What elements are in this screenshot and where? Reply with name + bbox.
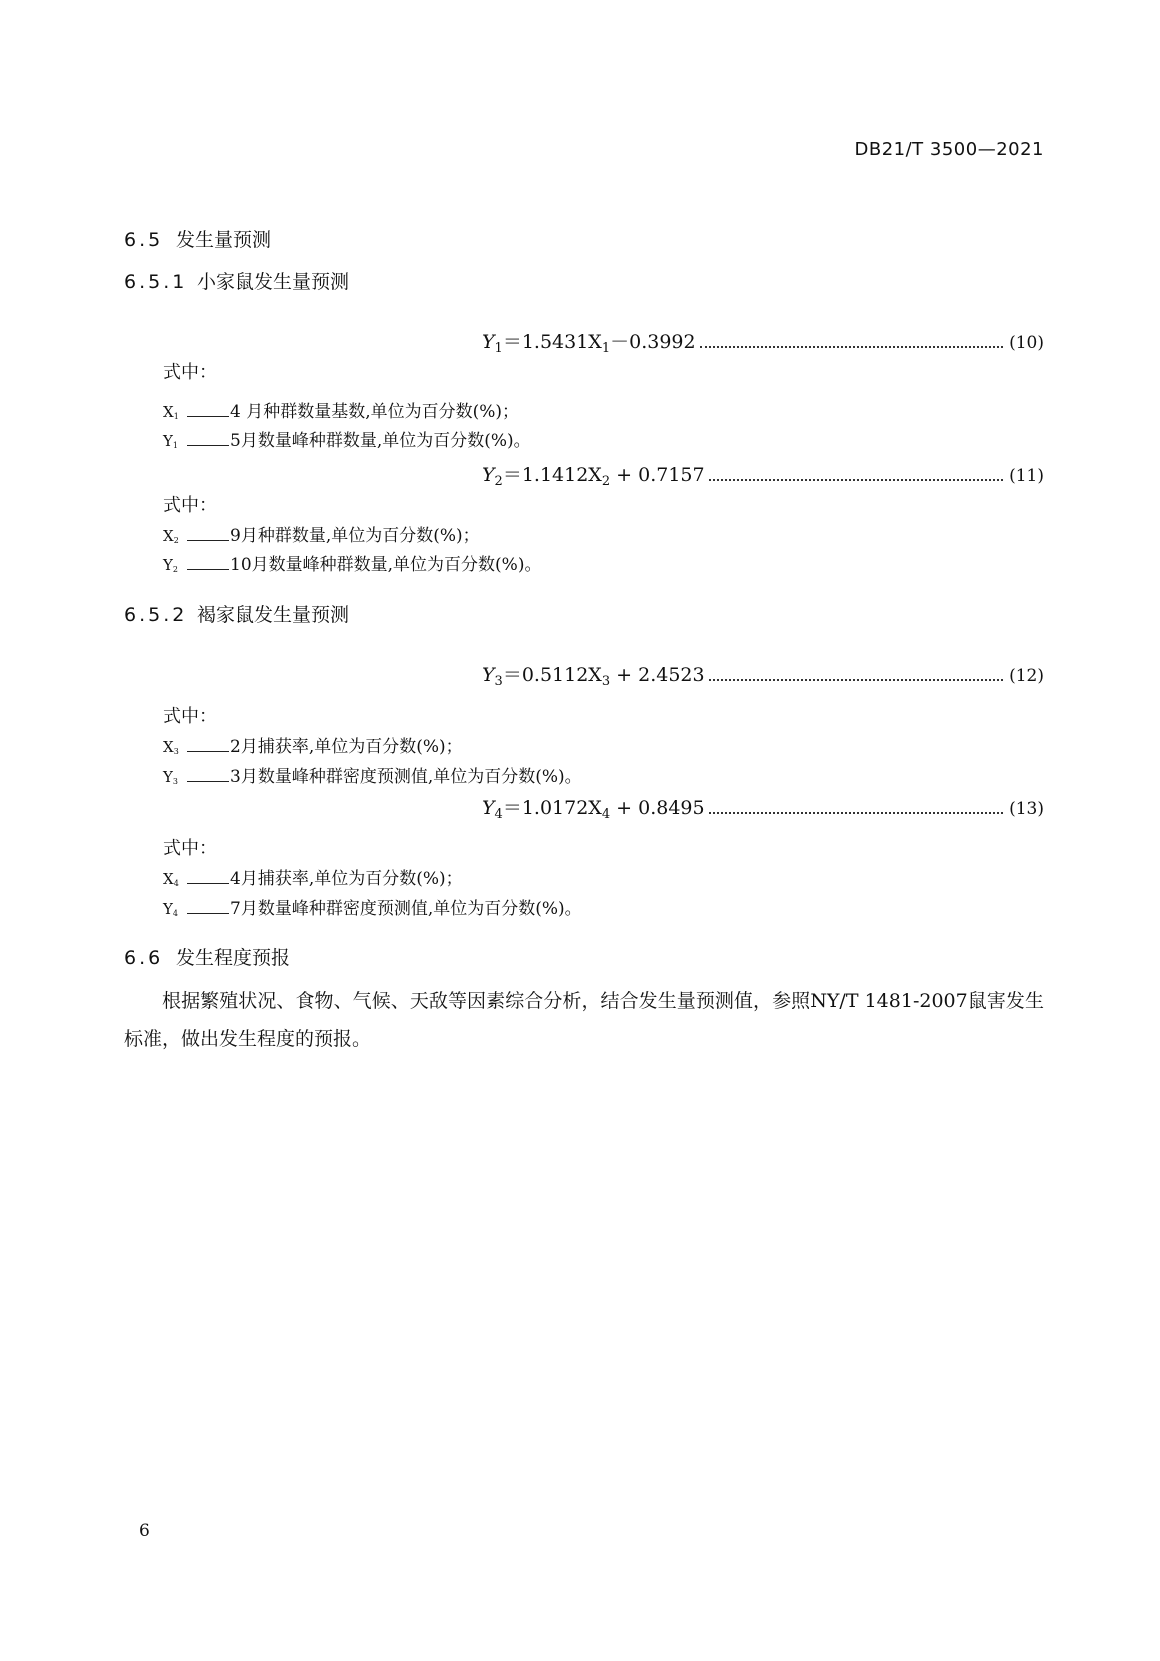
where-label: 式中： xyxy=(163,362,217,383)
section-title: 小家鼠发生量预测 xyxy=(197,271,350,293)
variable-name: $Y_3$ xyxy=(163,768,178,786)
variable-name: $X_3$ xyxy=(163,738,179,756)
dash-separator xyxy=(187,751,229,752)
variable-description: 4 月种群数量基数,单位为百分数(%)； xyxy=(230,402,520,422)
formula-11 xyxy=(482,460,1044,488)
formula-expression: $Y_1=1.5431X_1-0.3992$ xyxy=(482,331,696,356)
section-6-5-2-heading xyxy=(124,600,349,627)
section-title: 发生量预测 xyxy=(176,229,272,251)
dash-separator xyxy=(187,913,229,914)
variable-name: $X_2$ xyxy=(163,527,179,545)
equation-number: (12) xyxy=(1009,666,1044,686)
where-label: 式中： xyxy=(163,838,217,859)
formula-12 xyxy=(482,660,1044,688)
dash-separator xyxy=(187,416,229,417)
section-title: 发生程度预报 xyxy=(176,947,291,969)
variable-definition-x4 xyxy=(163,864,463,890)
variable-definition-x3 xyxy=(163,732,463,758)
variable-name: $X_1$ xyxy=(163,403,179,421)
dot-leader xyxy=(700,345,1003,348)
section-number: 6.6 xyxy=(124,947,164,969)
section-title: 褐家鼠发生量预测 xyxy=(197,604,350,626)
section-6-5-heading xyxy=(124,225,271,252)
dot-leader xyxy=(709,478,1003,481)
variable-description: 7月数量峰种群密度预测值,单位为百分数(%)。 xyxy=(230,899,582,919)
variable-description: 10月数量峰种群数量,单位为百分数(%)。 xyxy=(230,555,542,575)
section-6-6-paragraph: 根据繁殖状况、食物、气候、天敌等因素综合分析，结合发生量预测值，参照NY/T 1481-2007鼠害发生标准，做出发生程度的预报。 xyxy=(124,990,1044,1050)
formula-13 xyxy=(482,793,1044,821)
equation-number: (10) xyxy=(1009,333,1044,353)
variable-name: $Y_1$ xyxy=(163,432,178,450)
dot-leader xyxy=(709,678,1003,681)
variable-description: 2月捕获率,单位为百分数(%)； xyxy=(230,737,463,757)
variable-name: $X_4$ xyxy=(163,870,179,888)
dash-separator xyxy=(187,781,229,782)
section-number: 6.5.2 xyxy=(124,604,188,626)
variable-definition-y3 xyxy=(163,762,582,788)
where-label: 式中： xyxy=(163,706,217,727)
formula-10 xyxy=(482,327,1044,355)
variable-description: 9月种群数量,单位为百分数(%)； xyxy=(230,526,480,546)
variable-description: 5月数量峰种群数量,单位为百分数(%)。 xyxy=(230,431,531,451)
dot-leader xyxy=(709,811,1003,814)
variable-name: $Y_2$ xyxy=(163,556,178,574)
section-6-6-heading xyxy=(124,943,290,970)
variable-definition-x1 xyxy=(163,397,519,423)
variable-definition-y4 xyxy=(163,894,582,920)
page-number: 6 xyxy=(139,1521,150,1541)
section-number: 6.5.1 xyxy=(124,271,188,293)
equation-number: (11) xyxy=(1009,466,1044,486)
variable-name: $Y_4$ xyxy=(163,900,178,918)
dash-separator xyxy=(187,540,229,541)
variable-definition-y2 xyxy=(163,550,541,576)
section-6-5-1-heading xyxy=(124,267,349,294)
formula-expression: $Y_4=1.0172X_4 + 0.8495$ xyxy=(482,797,705,822)
dash-separator xyxy=(187,445,229,446)
equation-number: (13) xyxy=(1009,799,1044,819)
where-label: 式中： xyxy=(163,495,217,516)
formula-expression: $Y_2=1.1412X_2 + 0.7157$ xyxy=(482,464,705,489)
dash-separator xyxy=(187,883,229,884)
standard-code: DB21/T 3500—2021 xyxy=(854,139,1044,160)
variable-definition-x2 xyxy=(163,521,480,547)
dash-separator xyxy=(187,569,229,570)
variable-definition-y1 xyxy=(163,426,531,452)
section-number: 6.5 xyxy=(124,229,164,251)
formula-expression: $Y_3=0.5112X_3 + 2.4523$ xyxy=(482,664,705,689)
variable-description: 3月数量峰种群密度预测值,单位为百分数(%)。 xyxy=(230,767,582,787)
variable-description: 4月捕获率,单位为百分数(%)； xyxy=(230,869,463,889)
